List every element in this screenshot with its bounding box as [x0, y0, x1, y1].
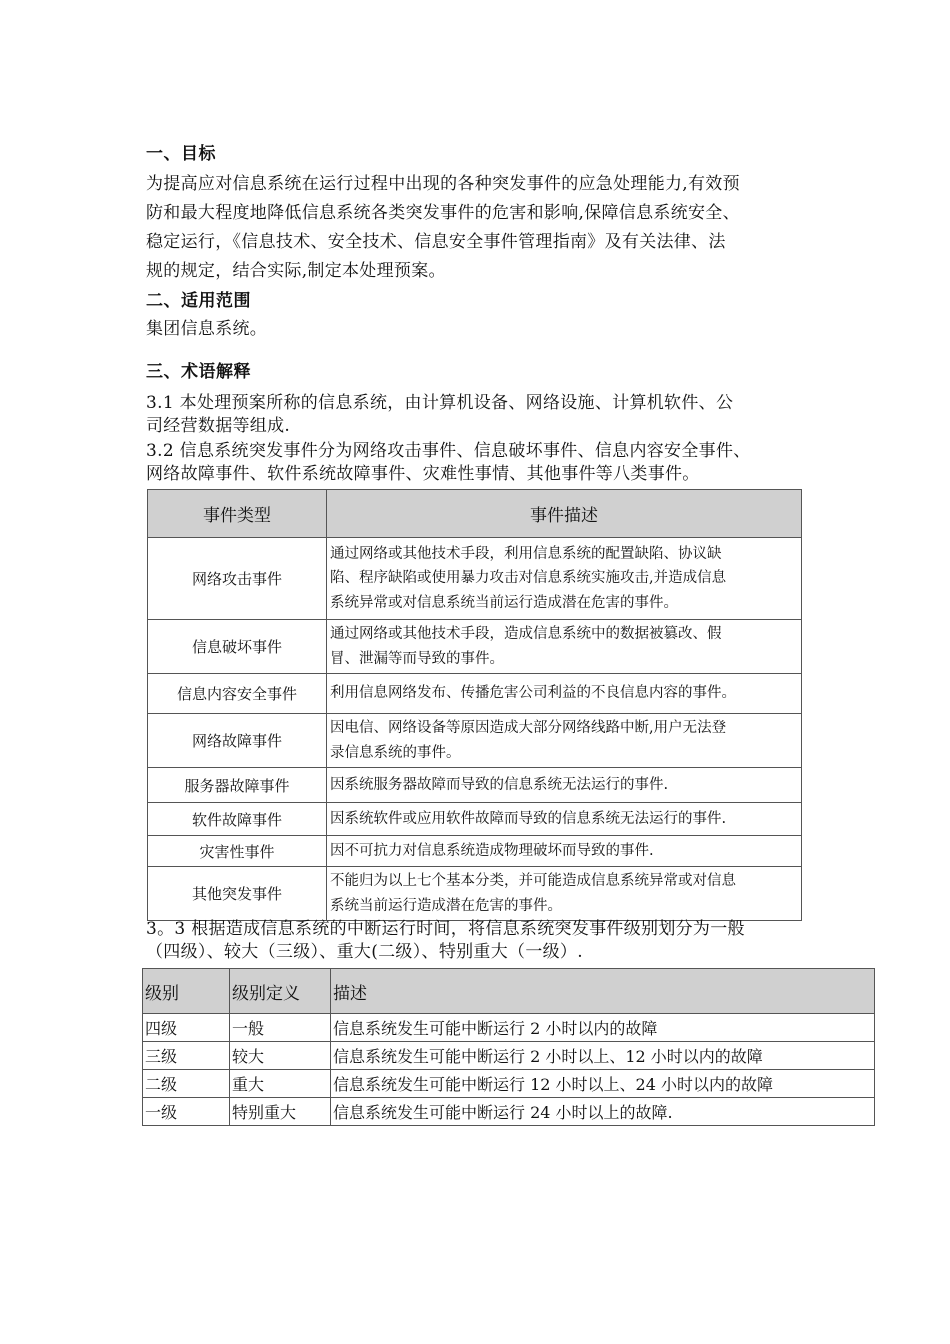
- table-row: [148, 768, 802, 803]
- level-cell: 二级: [143, 1070, 230, 1098]
- level-definition-cell: 重大: [230, 1070, 331, 1098]
- goal-line: 为提高应对信息系统在运行过程中出现的各种突发事件的应急处理能力,有效预: [146, 174, 740, 194]
- term-3-1: [146, 392, 836, 438]
- table-header-row: [143, 969, 875, 1014]
- term-line: 3.2 信息系统突发事件分为网络攻击事件、信息破坏事件、信息内容安全事件、: [146, 441, 751, 461]
- desc-line: 通过网络或其他技术手段，造成信息系统中的数据被篡改、假: [330, 626, 722, 642]
- level-definition-cell: 一般: [230, 1014, 331, 1042]
- table-row: [143, 1098, 875, 1126]
- desc-line: 通过网络或其他技术手段，利用信息系统的配置缺陷、协议缺: [330, 545, 722, 562]
- term-3-2: [146, 440, 836, 486]
- level-cell: 三级: [143, 1042, 230, 1070]
- goal-paragraph: [146, 170, 826, 286]
- events-table: [147, 489, 802, 921]
- event-desc: [327, 620, 802, 674]
- event-desc: [327, 803, 802, 836]
- goal-line: 防和最大程度地降低信息系统各类突发事件的危害和影响,保障信息系统安全、: [146, 203, 740, 223]
- header-event-type: 事件类型: [148, 490, 327, 538]
- event-type: 信息破坏事件: [148, 620, 327, 674]
- table-row: [148, 674, 802, 714]
- scope-text: 集团信息系统。: [146, 319, 268, 339]
- desc-line: 因系统软件或应用软件故障而导致的信息系统无法运行的事件.: [330, 810, 727, 827]
- event-type: 其他突发事件: [148, 867, 327, 921]
- goal-line: 稳定运行，《信息技术、安全技术、信息安全事件管理指南》及有关法律、法: [146, 232, 726, 252]
- desc-line: 因不可抗力对信息系统造成物理破坏而导致的事件.: [330, 842, 654, 859]
- level-definition-cell: 特别重大: [230, 1098, 331, 1126]
- event-desc: [327, 674, 802, 714]
- term-3-3: [146, 918, 836, 964]
- event-type: 服务器故障事件: [148, 768, 327, 803]
- header-event-desc: 事件描述: [327, 490, 802, 538]
- event-desc: [327, 867, 802, 921]
- table-row: [148, 836, 802, 867]
- table-row: [148, 714, 802, 768]
- table-row: [143, 1014, 875, 1042]
- event-desc: [327, 714, 802, 768]
- level-definition-cell: 较大: [230, 1042, 331, 1070]
- table-row: [148, 803, 802, 836]
- goal-line: 规的规定，结合实际,制定本处理预案。: [146, 261, 446, 281]
- term-line: 网络故障事件、软件系统故障事件、灾难性事情、其他事件等八类事件。: [146, 464, 700, 484]
- desc-line: 陷、程序缺陷或使用暴力攻击对信息系统实施攻击,并造成信息: [330, 570, 727, 587]
- level-desc-cell: 信息系统发生可能中断运行 2 小时以内的故障: [331, 1014, 875, 1042]
- desc-line: 录信息系统的事件。: [330, 744, 461, 761]
- level-desc-cell: 信息系统发生可能中断运行 24 小时以上的故障.: [331, 1098, 875, 1126]
- table-row: [148, 620, 802, 674]
- desc-line: 系统异常或对信息系统当前运行造成潜在危害的事件。: [330, 594, 678, 611]
- desc-line: 利用信息网络发布、传播危害公司利益的不良信息内容的事件。: [330, 685, 736, 702]
- section-heading-scope: 二、适用范围: [146, 291, 251, 311]
- term-line: 3。3 根据造成信息系统的中断运行时间，将信息系统突发事件级别划分为一般: [146, 919, 745, 939]
- table-row: [143, 1042, 875, 1070]
- table-row: [148, 538, 802, 620]
- levels-table: [142, 968, 875, 1126]
- desc-line: 系统当前运行造成潜在危害的事件。: [330, 897, 562, 914]
- table-header-row: [148, 490, 802, 538]
- section-heading-goal: 一、目标: [146, 144, 216, 164]
- event-type: 软件故障事件: [148, 803, 327, 836]
- term-line: （四级）、较大（三级）、重大(二级）、特别重大（一级）.: [146, 942, 583, 962]
- event-type: 信息内容安全事件: [148, 674, 327, 714]
- desc-line: 不能归为以上七个基本分类，并可能造成信息系统异常或对信息: [330, 873, 736, 889]
- header-level-definition: 级别定义: [230, 969, 331, 1014]
- event-type: 网络故障事件: [148, 714, 327, 768]
- table-row: [148, 867, 802, 921]
- desc-line: 因系统服务器故障而导致的信息系统无法运行的事件.: [330, 776, 669, 793]
- header-level-desc: 描述: [331, 969, 875, 1014]
- header-level: 级别: [143, 969, 230, 1014]
- event-desc: [327, 768, 802, 803]
- event-desc: [327, 538, 802, 620]
- level-desc-cell: 信息系统发生可能中断运行 2 小时以上、12 小时以内的故障: [331, 1042, 875, 1070]
- level-desc-cell: 信息系统发生可能中断运行 12 小时以上、24 小时以内的故障: [331, 1070, 875, 1098]
- event-type: 灾害性事件: [148, 836, 327, 867]
- term-line: 司经营数据等组成.: [146, 416, 291, 436]
- section-heading-terms: 三、术语解释: [146, 362, 251, 382]
- event-type: 网络攻击事件: [148, 538, 327, 620]
- desc-line: 冒、泄漏等而导致的事件。: [330, 650, 504, 667]
- level-cell: 四级: [143, 1014, 230, 1042]
- event-desc: [327, 836, 802, 867]
- level-cell: 一级: [143, 1098, 230, 1126]
- term-line: 3.1 本处理预案所称的信息系统，由计算机设备、网络设施、计算机软件、公: [146, 393, 734, 413]
- desc-line: 因电信、网络设备等原因造成大部分网络线路中断,用户无法登: [330, 720, 727, 736]
- table-row: [143, 1070, 875, 1098]
